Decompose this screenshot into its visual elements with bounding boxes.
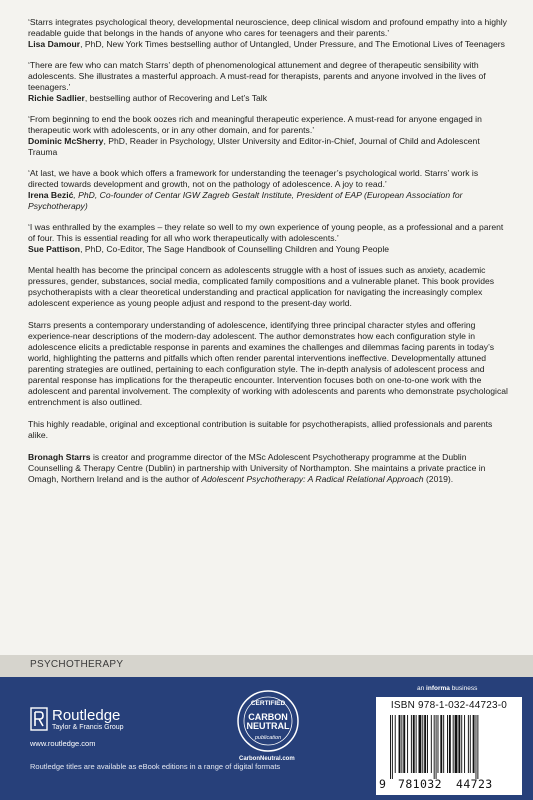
barcode-bar bbox=[477, 715, 478, 779]
barcode-bar bbox=[399, 715, 401, 773]
endorsement-attribution bbox=[28, 190, 510, 212]
informa-suffix: business bbox=[449, 685, 478, 692]
barcode-bar bbox=[455, 715, 458, 773]
author-name: Bronagh Starrs bbox=[28, 452, 91, 462]
publisher-footer bbox=[0, 677, 533, 800]
endorsement bbox=[28, 17, 510, 50]
barcode-bar bbox=[470, 715, 471, 773]
endorsement-quote: ‘At last, we have a book which offers a framework for understanding the teenager’s psychological world. Starrs’ work is directed towards development and growth, not on the pathology of adolescence. A joy to read.’ bbox=[28, 168, 479, 189]
description-paragraph: This highly readable, original and exceptional contribution is suitable for psychotherapists, allied professionals and parents alike. bbox=[28, 419, 493, 440]
author-previous-book: Adolescent Psychotherapy: A Radical Relational Approach bbox=[201, 474, 424, 484]
barcode-bar bbox=[390, 715, 391, 779]
barcode-digits bbox=[376, 777, 522, 793]
barcode-bar bbox=[416, 715, 417, 773]
endorsement-attribution bbox=[28, 93, 510, 104]
barcode-bar bbox=[427, 715, 428, 773]
barcode-bar bbox=[447, 715, 448, 773]
barcode-bar bbox=[419, 715, 422, 773]
endorser-name: Lisa Damour bbox=[28, 39, 81, 49]
endorsement bbox=[28, 114, 510, 158]
barcode-bar bbox=[413, 715, 415, 773]
barcode-bar bbox=[464, 715, 465, 773]
routledge-mark-icon bbox=[30, 707, 48, 731]
isbn-number: ISBN 978-1-032-44723-0 bbox=[390, 700, 508, 711]
barcode-bar bbox=[403, 715, 405, 773]
barcode-bar bbox=[422, 715, 423, 773]
endorsement bbox=[28, 60, 510, 104]
endorser-role: , PhD, New York Times bestselling author of Untangled, Under Pressure, and The Emotional Lives of Teenagers bbox=[80, 39, 505, 49]
barcode-bar bbox=[438, 715, 439, 773]
endorsement-quote: ‘Starrs integrates psychological theory, developmental neuroscience, deep clinical wisdom and profound empathy into a highly readable guide that belongs in the hands of anyone who cares for teenagers and their parents.’ bbox=[28, 17, 507, 38]
endorser-name: Richie Sadlier bbox=[28, 93, 85, 103]
author-bio bbox=[28, 452, 510, 485]
endorsement-quote: ‘From beginning to end the book oozes rich and meaningful therapeutic experience. A must-read for anyone engaged in therapeutic work with adolescents, or in any other domain, and for parents.’ bbox=[28, 114, 482, 135]
barcode-bar bbox=[468, 715, 469, 773]
author-bio-tail: (2019). bbox=[423, 474, 454, 484]
barcode-bar bbox=[476, 715, 477, 779]
ebook-note: Routledge titles are available as eBook editions in a range of digital formats bbox=[30, 762, 281, 771]
informa-brand: informa bbox=[426, 685, 450, 692]
barcode-bar bbox=[440, 715, 442, 773]
barcode-bar bbox=[449, 715, 451, 773]
endorser-name: Sue Pattison bbox=[28, 244, 81, 254]
author-bio-text: is creator and programme director of the MSc Adolescent Psychotherapy programme at the Dublin Counselling & Therapy Centre (Dublin) in partnership with University of Northampton. She maintains a private practice in Omagh, Northern Ireland and is the author of bbox=[28, 452, 486, 484]
description-paragraph: Starrs presents a contemporary understanding of adolescence, identifying three principal character styles and offering experience-near descriptions of the modern-day adolescent. The author demonstrates how each configuration style in adolescence elicits a predictable response in parents and examines the challenges and dilemmas facing parents in today’s world, highlighting the patterns and pitfalls which often render parental interventions ineffective. Developmentally attuned parenting strategies are outlined, pertaining to each configuration style. The in-depth analysis of adolescent process and parental response has implications for the therapeutic encounter. Intervention focuses both on one-to-one work with the adolescent and parental involvement. The complexity of working with adolescents and parents who demonstrate psychological entrenchment is also outlined. bbox=[28, 320, 508, 407]
barcode-digit-lead: 9 bbox=[379, 777, 386, 791]
barcode-bar bbox=[411, 715, 412, 773]
barcode-bar bbox=[401, 715, 402, 773]
publisher-name: Routledge bbox=[52, 707, 121, 724]
barcode-digit-group: 781032 bbox=[398, 777, 442, 791]
barcode-bar bbox=[461, 715, 462, 773]
barcode-bar bbox=[443, 715, 444, 773]
endorser-role: , bestselling author of Recovering and Let’s Talk bbox=[84, 93, 268, 103]
cn-carbon: CARBON bbox=[248, 712, 288, 722]
description-paragraph: Mental health has become the principal concern as adolescents struggle with a host of issues such as anxiety, academic pressures, gender, substances, social media, complicated family compositions and a vulnerable planet. This book provides psychotherapists with a clear theoretical understanding and practical application for navigating the increasingly complex adolescent experience as young people adjust and respond to the present-day world. bbox=[28, 265, 495, 308]
endorsement-quote: ‘I was enthralled by the examples – they relate so well to my own experience of young people, as a professional and a parent of four. This is essential reading for all who work therapeutically with adolescents.’ bbox=[28, 222, 504, 243]
cn-publication: publication bbox=[254, 735, 282, 741]
back-cover-text bbox=[28, 17, 510, 496]
carbon-neutral-site: CarbonNeutral.com bbox=[239, 756, 295, 762]
cn-certified: CERTIFIED bbox=[250, 700, 286, 707]
barcode-bar bbox=[407, 715, 408, 773]
barcode-bars-icon bbox=[390, 715, 508, 779]
publisher-website: www.routledge.com bbox=[30, 739, 96, 748]
endorser-name: Dominic McSherry bbox=[28, 136, 104, 146]
endorser-name: Irena Bezić bbox=[28, 190, 74, 200]
cn-neutral: NEUTRAL bbox=[246, 721, 290, 731]
endorsement bbox=[28, 168, 510, 212]
barcode-bar bbox=[431, 715, 432, 773]
barcode-digit-group: 44723 bbox=[456, 777, 493, 791]
endorsement-attribution bbox=[28, 39, 510, 50]
barcode-bar bbox=[473, 715, 475, 773]
category-band bbox=[0, 655, 533, 677]
barcode-bar bbox=[458, 715, 460, 773]
endorsement-quote: ‘There are few who can match Starrs’ depth of phenomenological attunement and degree of therapeutic sensibility with adolescents. She illustrates a masterful approach. A must-read for therapists, parents and anyone involved in the lives of teenagers.’ bbox=[28, 60, 486, 92]
subject-category: PSYCHOTHERAPY bbox=[30, 659, 124, 670]
endorsement-attribution bbox=[28, 136, 510, 158]
carbon-neutral-badge-icon bbox=[236, 689, 300, 753]
endorsement-attribution bbox=[28, 244, 510, 255]
endorser-role: , PhD, Reader in Psychology, Ulster University and Editor-in-Chief, Journal of Child and Adolescent Trauma bbox=[28, 136, 480, 157]
barcode-bar bbox=[436, 715, 437, 779]
barcode-bar bbox=[392, 715, 393, 779]
publisher-group: Taylor & Francis Group bbox=[52, 724, 124, 731]
barcode-bar bbox=[453, 715, 454, 773]
isbn-barcode bbox=[376, 697, 522, 795]
barcode-bar bbox=[424, 715, 426, 773]
informa-prefix: an bbox=[417, 685, 427, 692]
endorsement bbox=[28, 222, 510, 255]
endorser-role: , PhD, Co-founder of Centar IGW Zagreb Gestalt Institute, President of EAP (European Association for Psychotherapy) bbox=[28, 190, 463, 211]
endorser-role: , PhD, Co-Editor, The Sage Handbook of Counselling Children and Young People bbox=[80, 244, 390, 254]
barcode-bar bbox=[434, 715, 435, 779]
informa-tagline bbox=[417, 685, 477, 692]
barcode-bar bbox=[395, 715, 396, 773]
